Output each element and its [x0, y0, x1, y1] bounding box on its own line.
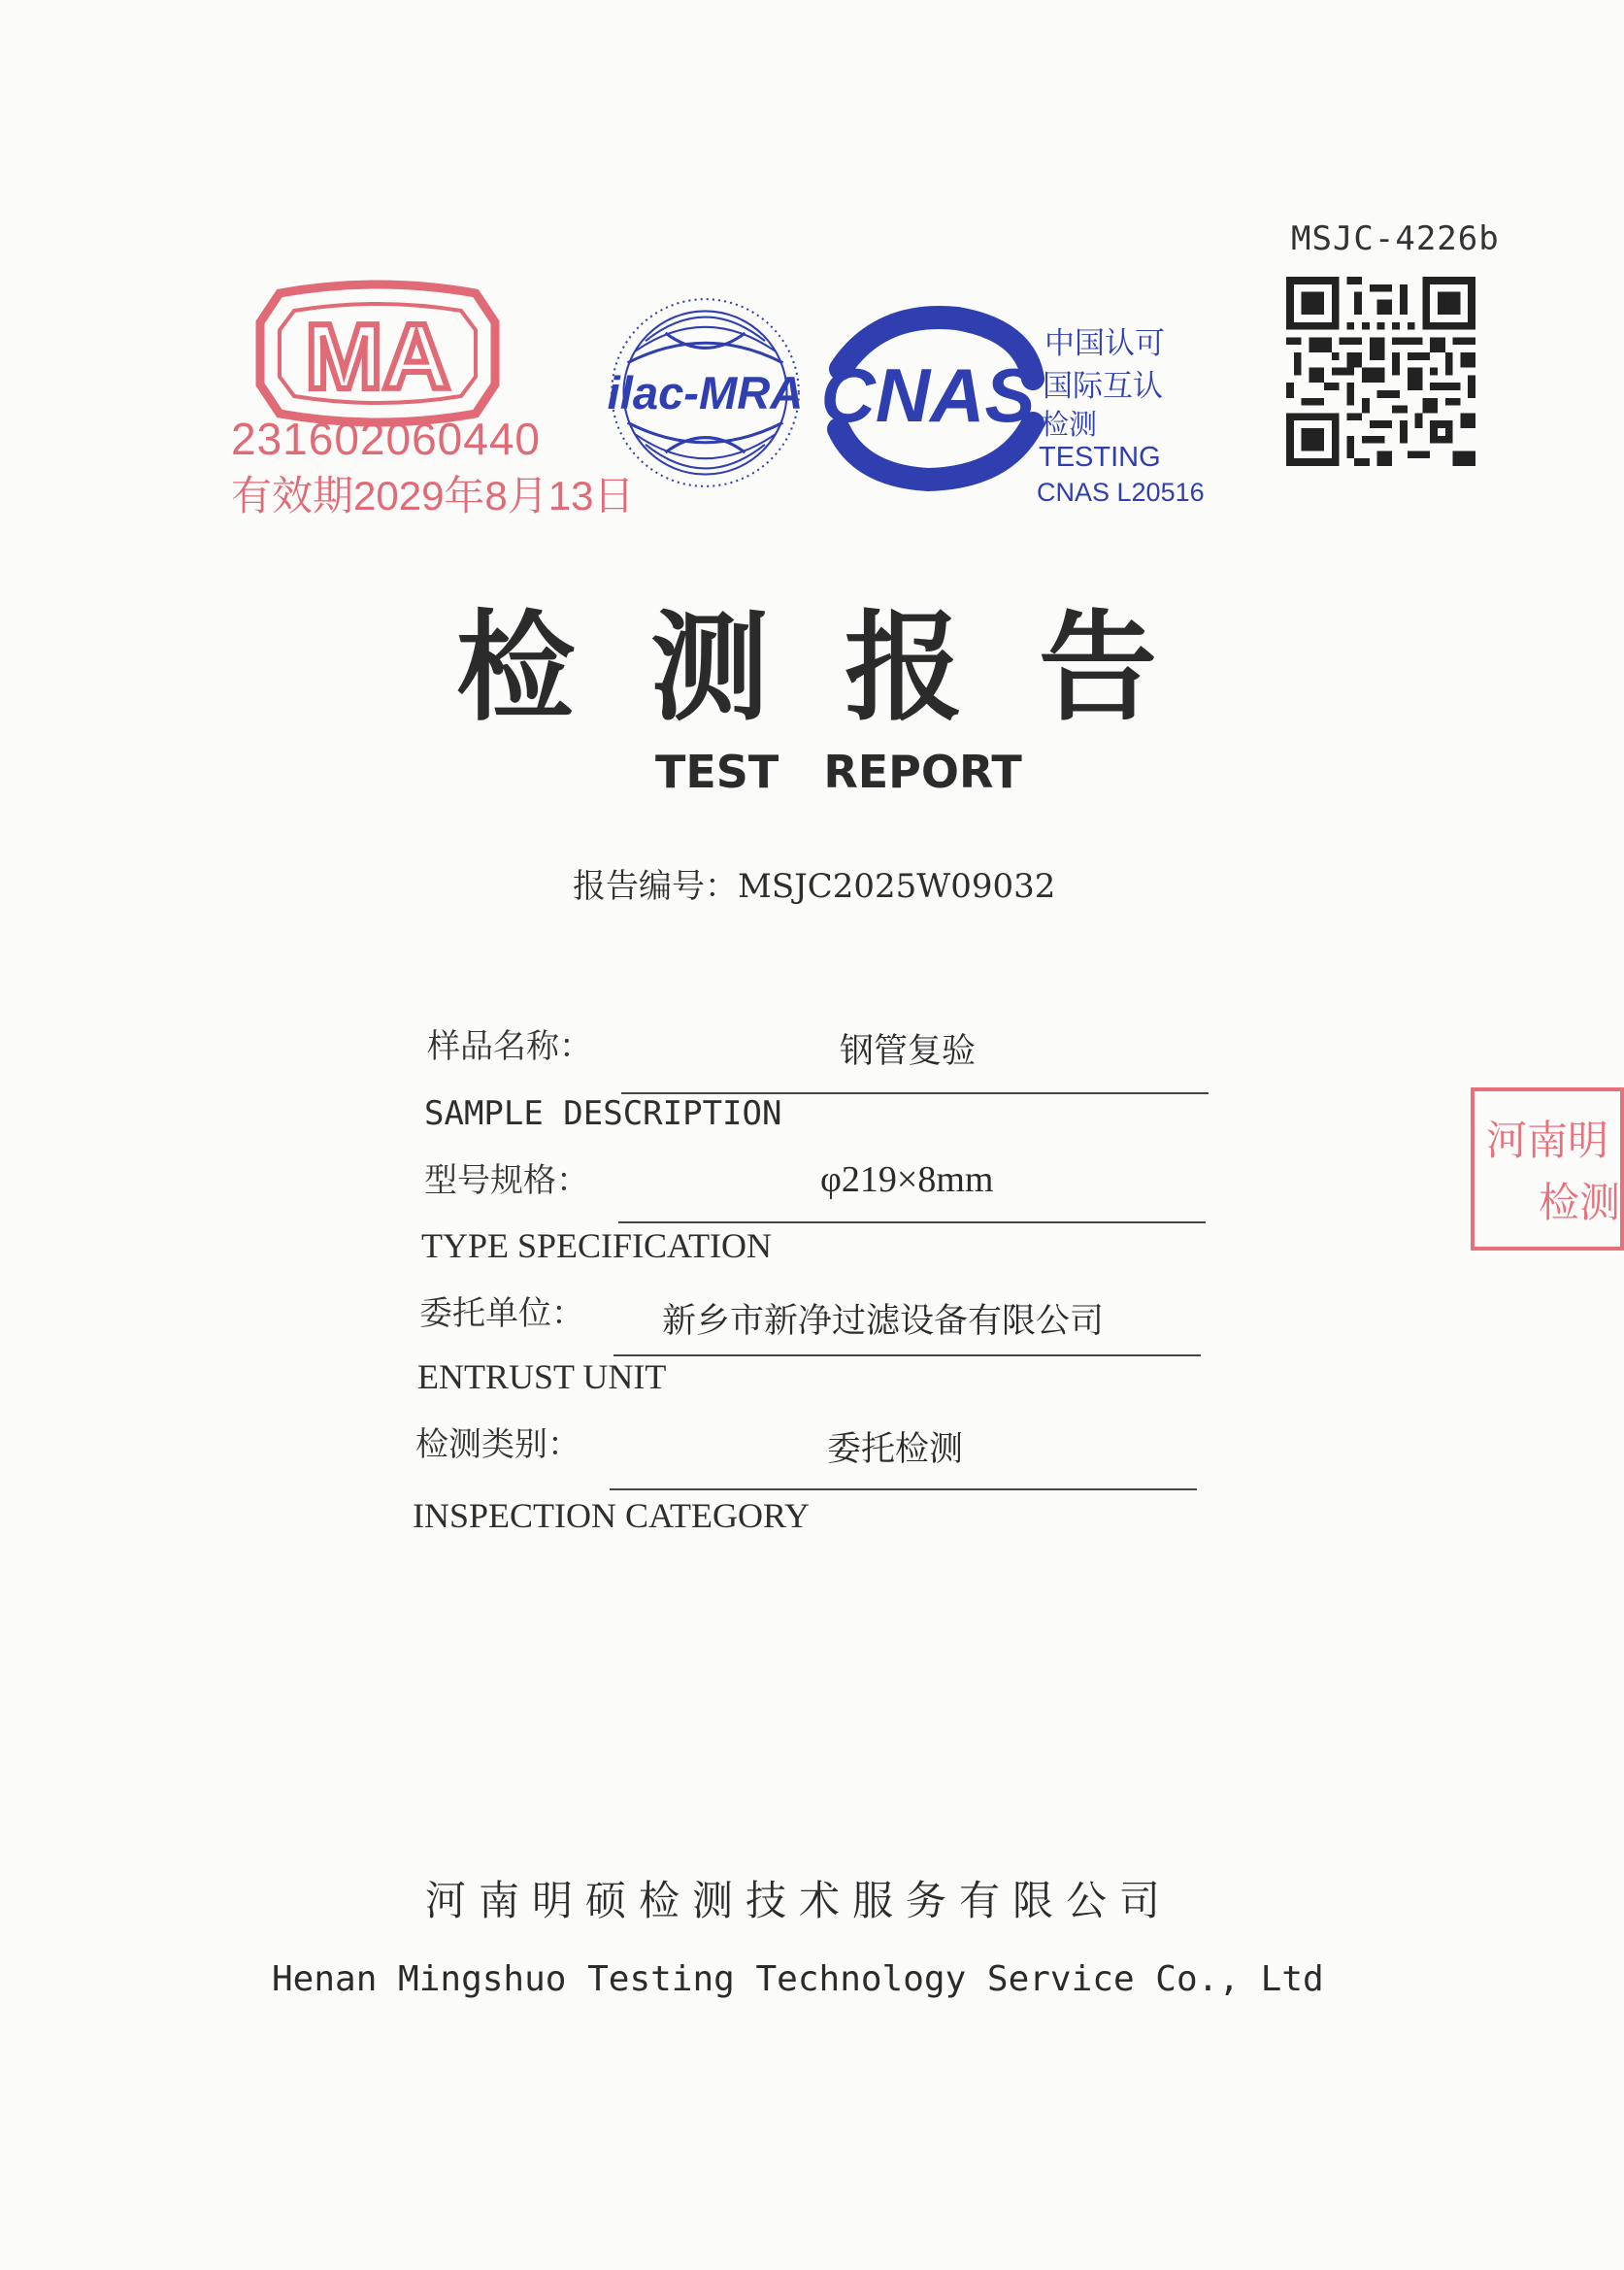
type-specification-label: TYPE SPECIFICATION: [421, 1226, 773, 1265]
svg-text:MA: MA: [305, 305, 450, 409]
report-number: 报告编号：MSJC2025W09032: [573, 867, 1056, 906]
type-spec-label: 型号规格：: [424, 1161, 589, 1200]
company-name-en: Henan Mingshuo Testing Technology Service Co., Ltd: [272, 1959, 1324, 1999]
type-spec-value: φ219×8mm: [820, 1159, 994, 1200]
cnas-label-testing: TESTING: [1039, 442, 1161, 473]
seal-line-2: 检测: [1539, 1179, 1621, 1226]
seal-line-1: 河南明: [1486, 1117, 1609, 1164]
entrust-unit-value: 新乡市新净过滤设备有限公司: [662, 1302, 1105, 1341]
inspection-category-value: 委托检测: [827, 1430, 964, 1469]
entrust-unit-en-label: ENTRUST UNIT: [417, 1357, 667, 1396]
cma-certificate-number: 231602060440: [231, 414, 541, 464]
report-title-en: TEST REPORT: [655, 746, 1022, 798]
sample-name-label: 样品名称：: [427, 1027, 592, 1066]
cnas-label-mutual-recognition: 国际互认: [1043, 369, 1163, 404]
svg-text:ilac-MRA: ilac-MRA: [607, 366, 804, 418]
document-code: MSJC-4226b: [1291, 219, 1500, 258]
entrust-unit-underline: [613, 1354, 1201, 1356]
cnas-certificate-number: CNAS L20516: [1037, 478, 1205, 507]
cma-logo-icon: [250, 284, 505, 423]
inspection-category-en-label: INSPECTION CATEGORY: [413, 1496, 811, 1535]
company-name-cn: 河南明硕检测技术服务有限公司: [425, 1877, 1174, 1924]
sample-name-value: 钢管复验: [840, 1032, 977, 1071]
cnas-label-testing-cn: 检测: [1041, 408, 1098, 441]
inspection-category-underline: [610, 1488, 1197, 1490]
qr-code-icon: [1286, 277, 1475, 466]
type-spec-underline: [618, 1221, 1206, 1223]
sample-description-label: SAMPLE DESCRIPTION: [424, 1094, 782, 1133]
report-title-cn: 检测报告: [456, 599, 1233, 737]
ilac-mra-logo-icon: [606, 293, 805, 492]
cnas-logo-icon: [812, 311, 1044, 485]
inspection-category-label: 检测类别：: [415, 1425, 580, 1464]
company-seal-stamp: [1471, 1087, 1624, 1251]
cma-validity-date: 有效期2029年8月13日: [231, 473, 635, 518]
entrust-unit-label: 委托单位：: [419, 1294, 584, 1333]
cnas-label-china-accredited: 中国认可: [1044, 326, 1165, 361]
svg-text:CNAS: CNAS: [820, 352, 1036, 438]
